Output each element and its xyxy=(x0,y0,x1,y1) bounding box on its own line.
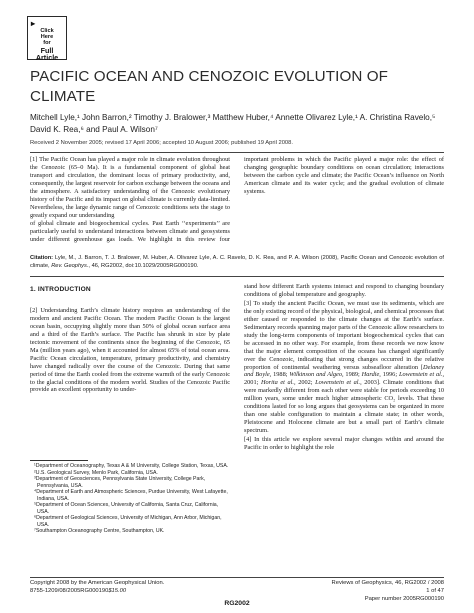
intro-continuation: stand how different Earth systems interact and respond to changing boundary conditions of global temperature and geography. xyxy=(244,283,444,298)
copyright-line: Copyright 2008 by the American Geophysical Union. xyxy=(30,580,165,586)
ref-sep-5: , 2002; xyxy=(294,379,316,387)
issn-number: 8755-1209/08/2005RG000190 xyxy=(30,587,109,594)
ref-sep-2: , 1989; xyxy=(341,371,362,379)
paper-number: Paper number 2005RG000190 xyxy=(364,595,444,602)
page-count: 1 of 47 xyxy=(426,587,444,594)
right-column xyxy=(244,283,444,452)
reference-lowenstein-2003: Lowenstein et al. xyxy=(315,379,361,387)
abstract-top-rule xyxy=(30,152,444,153)
citation-tail: , 46, RG2002, doi:10.1029/2005RG000190. xyxy=(88,262,199,269)
issn-price: $15.00 xyxy=(108,587,127,594)
citation-label: Citation: xyxy=(30,255,54,261)
ref-sep-4: , 2001; xyxy=(244,371,445,387)
issn-line xyxy=(30,588,164,596)
citation-bottom-rule xyxy=(30,276,444,277)
citation-journal: Rev. Geophys. xyxy=(51,262,89,269)
citation xyxy=(30,255,444,271)
abstract-paragraph-2: of global climate and biogeochemical cycles. Past Earth ‘‘experiments’’ are particularly useful to understand interactions between climate and geosystems under different greenhouse gas loads. We highlight in this review four important problems in which the Pacific played a major role: the effect of changing geographic boundary conditions on ocean circulation; interactions between the carbon cycle and climate; the Pacific Ocean’s influence on North American climate and its water cycle; and the gradual evolution of climate systems. xyxy=(30,156,444,244)
cursor-arrow-icon: ▸ xyxy=(31,19,36,28)
intro-paragraph-3 xyxy=(244,300,444,435)
received-dates: Received 2 November 2005; revised 17 April 2006; accepted 10 August 2006; published 19 April 2008. xyxy=(30,140,293,146)
abstract xyxy=(30,156,444,250)
intro-paragraph-4: [4] In this article we explore several major changes within and around the Pacific in order to highlight the role xyxy=(244,436,444,452)
paper-title: PACIFIC OCEAN AND CENOZOIC EVOLUTION OF CLIMATE xyxy=(30,68,389,105)
affiliation-footnotes xyxy=(30,463,230,535)
journal-line: Reviews of Geophysics, 46, RG2002 / 2008 xyxy=(331,580,444,586)
ref-sep-1: , 1988; xyxy=(269,371,290,379)
badge-line3: for xyxy=(43,40,51,47)
ref-sep-3: , 1996; xyxy=(379,371,399,379)
footnote-7: ⁷Southampton Oceanography Centre, Southampton, UK. xyxy=(34,528,165,535)
footnote-4: ⁴Department of Earth and Atmospheric Sciences, Purdue University, West Lafayette, Indiana, USA. xyxy=(34,489,228,502)
section-heading: 1. INTRODUCTION xyxy=(30,286,91,293)
page-identifier: RG2002 xyxy=(224,600,250,607)
reference-lowenstein-2001: Lowenstein et al. xyxy=(398,371,443,379)
author-list: Mitchell Lyle,¹ John Barron,² Timothy J. Bralower,³ Matthew Huber,⁴ Annette Olivarez Lyle,¹ A. Christina Ravelo,⁵ David K. Rea,⁶ and Paul A. Wilson⁷ xyxy=(30,113,436,135)
badge-line2: Here xyxy=(40,34,54,41)
reference-hardie: Hardie xyxy=(361,371,380,379)
intro-paragraph-2: [2] Understanding Earth’s climate history requires an understanding of the modern and ancient Pacific Ocean. The modern Pacific Ocean is the largest ocean basin, occupying slightly more than 50% of global ocean surface area and a third of the Earth’s surface. The Pacific has shrunk in size by plate tectonic movement of the continents since the beginning of the Cenozoic, 65 Ma (million years ago), when it accounted for almost 65% of total ocean area. Pacific Ocean circulation, temperature, primary productivity, and chemistry have changed radically over the course of the Cenozoic. During that same period of time the Earth cooled from the extreme warmth of the early Cenozoic to the glacial conditions of the modern world. Studies of the Cenozoic Pacific provide an excellent opportunity to under- xyxy=(30,306,230,394)
footer-rule xyxy=(30,577,444,578)
citation-text: Lyle, M., J. Barron, T. J. Bralower, M. Huber, A. Olivarez Lyle, A. C. Ravelo, D. K. Rea, and P. A. Wilson (2008), Pacific Ocean and Cenozoic evolution of climate, xyxy=(30,255,444,269)
footer-left xyxy=(30,580,164,596)
footnote-5: ⁵Department of Ocean Sciences, University of California, Santa Cruz, California, USA. xyxy=(34,502,219,515)
badge-line4: Full xyxy=(40,45,54,55)
paragraph-3-tail: , 2003]. Climate conditions that were markedly different from each other were stable for periods exceeding 10 million years, some under much higher atmospheric CO₂ levels. That these conditions lasted for so long argues that geosystems can be organized in more than one stable configuration to maintain a climate state; in other words, Pleistocene and Holocene climate are but a small part of Earth’s climate spectrum. xyxy=(244,379,444,435)
badge-line5: Article xyxy=(35,53,59,63)
paragraph-3-text: [3] To study the ancient Pacific Ocean, we must use its sediments, which are the only existing record of the physical, biological, and chemical processes that either caused or responded to the climate changes at the Earth’s surface. Sedimentary records spanning major parts of the Cenozoic allow researchers to study the long-term components of important biogeochemical cycles that can be accessed in no other way. For example, from these records we now know that the major element composition of the oceans has changed significantly over the Cenozoic, indicating that strong changes occurred in the relative proportion of continental weathering versus subseafloor alteration [ xyxy=(244,299,444,371)
footnote-rule xyxy=(30,460,88,461)
footnote-6: ⁶Department of Geological Sciences, University of Michigan, Ann Arbor, Michigan, USA. xyxy=(34,515,222,528)
reference-horita: Horita et al. xyxy=(260,379,295,387)
full-article-badge[interactable] xyxy=(27,16,67,63)
left-column xyxy=(30,283,230,394)
reference-delaney-boyle: Delaney and Boyle xyxy=(244,363,444,379)
footnote-3: ³Department of Geosciences, Pennsylvania State University, College Park, Pennsylvania, USA. xyxy=(34,476,206,489)
badge-line1: Click xyxy=(40,28,54,34)
reference-wilkinson-algeo: Wilkinson and Algeo xyxy=(289,371,342,379)
footnote-1: ¹Department of Oceanography, Texas A & M University, College Station, Texas, USA. xyxy=(34,463,229,469)
abstract-paragraph-1: [1] The Pacific Ocean has played a major role in climate evolution throughout the Cenozoic (65–0 Ma). It is a fundamental component of global heat transport and circulation, the dominant locus of primary productivity, and, consequently, the largest reservoir for carbon exchange between the oceans and the atmosphere. A satisfactory understanding of the Cenozoic evolutionary history of the Pacific and its impact on global climate is currently data-limited. Nevertheless, the large dynamic range of Cenozoic conditions sets the stage to greatly expand our understanding xyxy=(30,156,231,220)
footnote-2: ²U.S. Geological Survey, Menlo Park, California, USA. xyxy=(34,469,158,476)
